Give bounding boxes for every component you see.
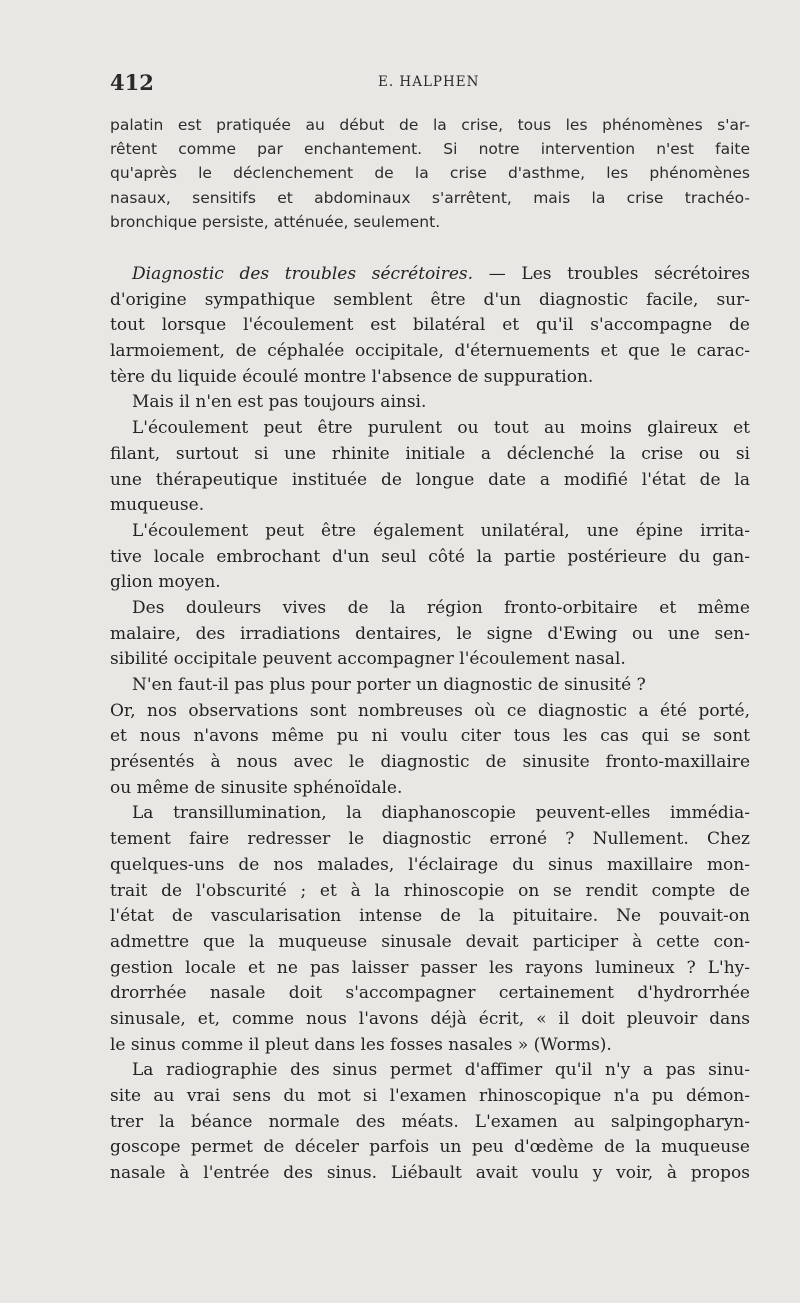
running-head: E. HALPHEN bbox=[378, 74, 480, 90]
section-heading-line bbox=[110, 262, 750, 288]
text-line: nasaux, sensitifs et abdominaux s'arrêtent, mais la crise trachéo- bbox=[110, 188, 750, 207]
text-line: palatin est pratiquée au début de la crise, tous les phénomènes s'ar- bbox=[110, 116, 750, 134]
text-line: N'en faut-il pas plus pour porter un diagnostic de sinusité ? bbox=[132, 675, 646, 695]
page-header bbox=[110, 70, 750, 94]
text-line: et nous n'avons même pu ni voulu citer tous les cas qui se sont bbox=[110, 726, 750, 747]
text-line: qu'après le déclenchement de la crise d'asthme, les phénomènes bbox=[110, 164, 750, 183]
text-line: d'origine sympathique semblent être d'un diagnostic facile, sur- bbox=[110, 289, 750, 310]
text-line: ou même de sinusite sphénoïdale. bbox=[110, 777, 403, 798]
text-line: admettre que la muqueuse sinusale devait participer à cette con- bbox=[110, 931, 750, 952]
text-line: trer la béance normale des méats. L'examen au salpingopharyn- bbox=[110, 1111, 750, 1132]
text-line: Mais il n'en est pas toujours ainsi. bbox=[132, 392, 427, 413]
text-line: quelques-uns de nos malades, l'éclairage du sinus maxillaire mon- bbox=[110, 854, 750, 875]
text-line: trait de l'obscurité ; et à la rhinoscopie on se rendit compte de bbox=[110, 880, 750, 901]
section-diagnostic bbox=[110, 262, 750, 1187]
text-line: L'écoulement peut être purulent ou tout au moins glaireux et bbox=[132, 418, 750, 439]
text-line: larmoiement, de céphalée occipitale, d'éternuements et que le carac- bbox=[110, 341, 750, 362]
text-line: goscope permet de déceler parfois un peu d'œdème de la muqueuse bbox=[110, 1137, 750, 1158]
text-line: filant, surtout si une rhinite initiale a déclenché la crise ou si bbox=[110, 443, 750, 464]
text-line: l'état de vascularisation intense de la pituitaire. Ne pouvait-on bbox=[110, 906, 750, 927]
text-line: une thérapeutique instituée de longue date a modifié l'état de la bbox=[110, 469, 750, 490]
text-line: tout lorsque l'écoulement est bilatéral et qu'il s'accompagne de bbox=[110, 315, 750, 336]
text-line: présentés à nous avec le diagnostic de sinusite fronto-maxillaire bbox=[110, 752, 750, 773]
text-line: site au vrai sens du mot si l'examen rhinoscopique n'a pu démon- bbox=[110, 1086, 750, 1106]
text-line: Or, nos observations sont nombreuses où ce diagnostic a été porté, bbox=[110, 700, 750, 721]
text-line: nasale à l'entrée des sinus. Liébault avait voulu y voir, à propos bbox=[110, 1163, 750, 1184]
text-line: tement faire redresser le diagnostic erroné ? Nullement. Chez bbox=[110, 829, 750, 850]
intro-paragraph bbox=[110, 113, 750, 234]
text-line: glion moyen. bbox=[110, 572, 221, 593]
text-line: Des douleurs vives de la région fronto-orbitaire et même bbox=[132, 597, 750, 618]
text-line: tive locale embrochant d'un seul côté la partie postérieure du gan- bbox=[110, 546, 750, 567]
text-line: sibilité occipitale peuvent accompagner l'écoulement nasal. bbox=[110, 649, 626, 670]
text-line: sinusale, et, comme nous l'avons déjà écrit, « il doit pleuvoir dans bbox=[110, 1008, 750, 1029]
text-line: malaire, des irradiations dentaires, le signe d'Ewing ou une sen- bbox=[110, 623, 750, 644]
text-line: L'écoulement peut être également unilatéral, une épine irrita- bbox=[132, 520, 750, 541]
text-line: tère du liquide écoulé montre l'absence de suppuration. bbox=[110, 366, 594, 387]
text-line: bronchique persiste, atténuée, seulement. bbox=[110, 212, 441, 231]
text-line: gestion locale et ne pas laisser passer les rayons lumineux ? L'hy- bbox=[110, 957, 750, 978]
text-line: le sinus comme il pleut dans les fosses nasales » (Worms). bbox=[110, 1034, 612, 1055]
text-line: drorrhée nasale doit s'accompagner certainement d'hydrorrhée bbox=[110, 983, 750, 1004]
section-title: Diagnostic des troubles sécrétoires. bbox=[132, 264, 474, 284]
text-line: La transillumination, la diaphanoscopie peuvent-elles immédia- bbox=[132, 803, 750, 824]
text-line: muqueuse. bbox=[110, 495, 205, 516]
text-line: La radiographie des sinus permet d'affimer qu'il n'y a pas sinu- bbox=[132, 1060, 750, 1081]
text-line: rêtent comme par enchantement. Si notre intervention n'est faite bbox=[110, 140, 750, 159]
section-title-continuation: — Les troubles sécrétoires bbox=[473, 264, 751, 284]
page-number: 412 bbox=[110, 70, 154, 95]
